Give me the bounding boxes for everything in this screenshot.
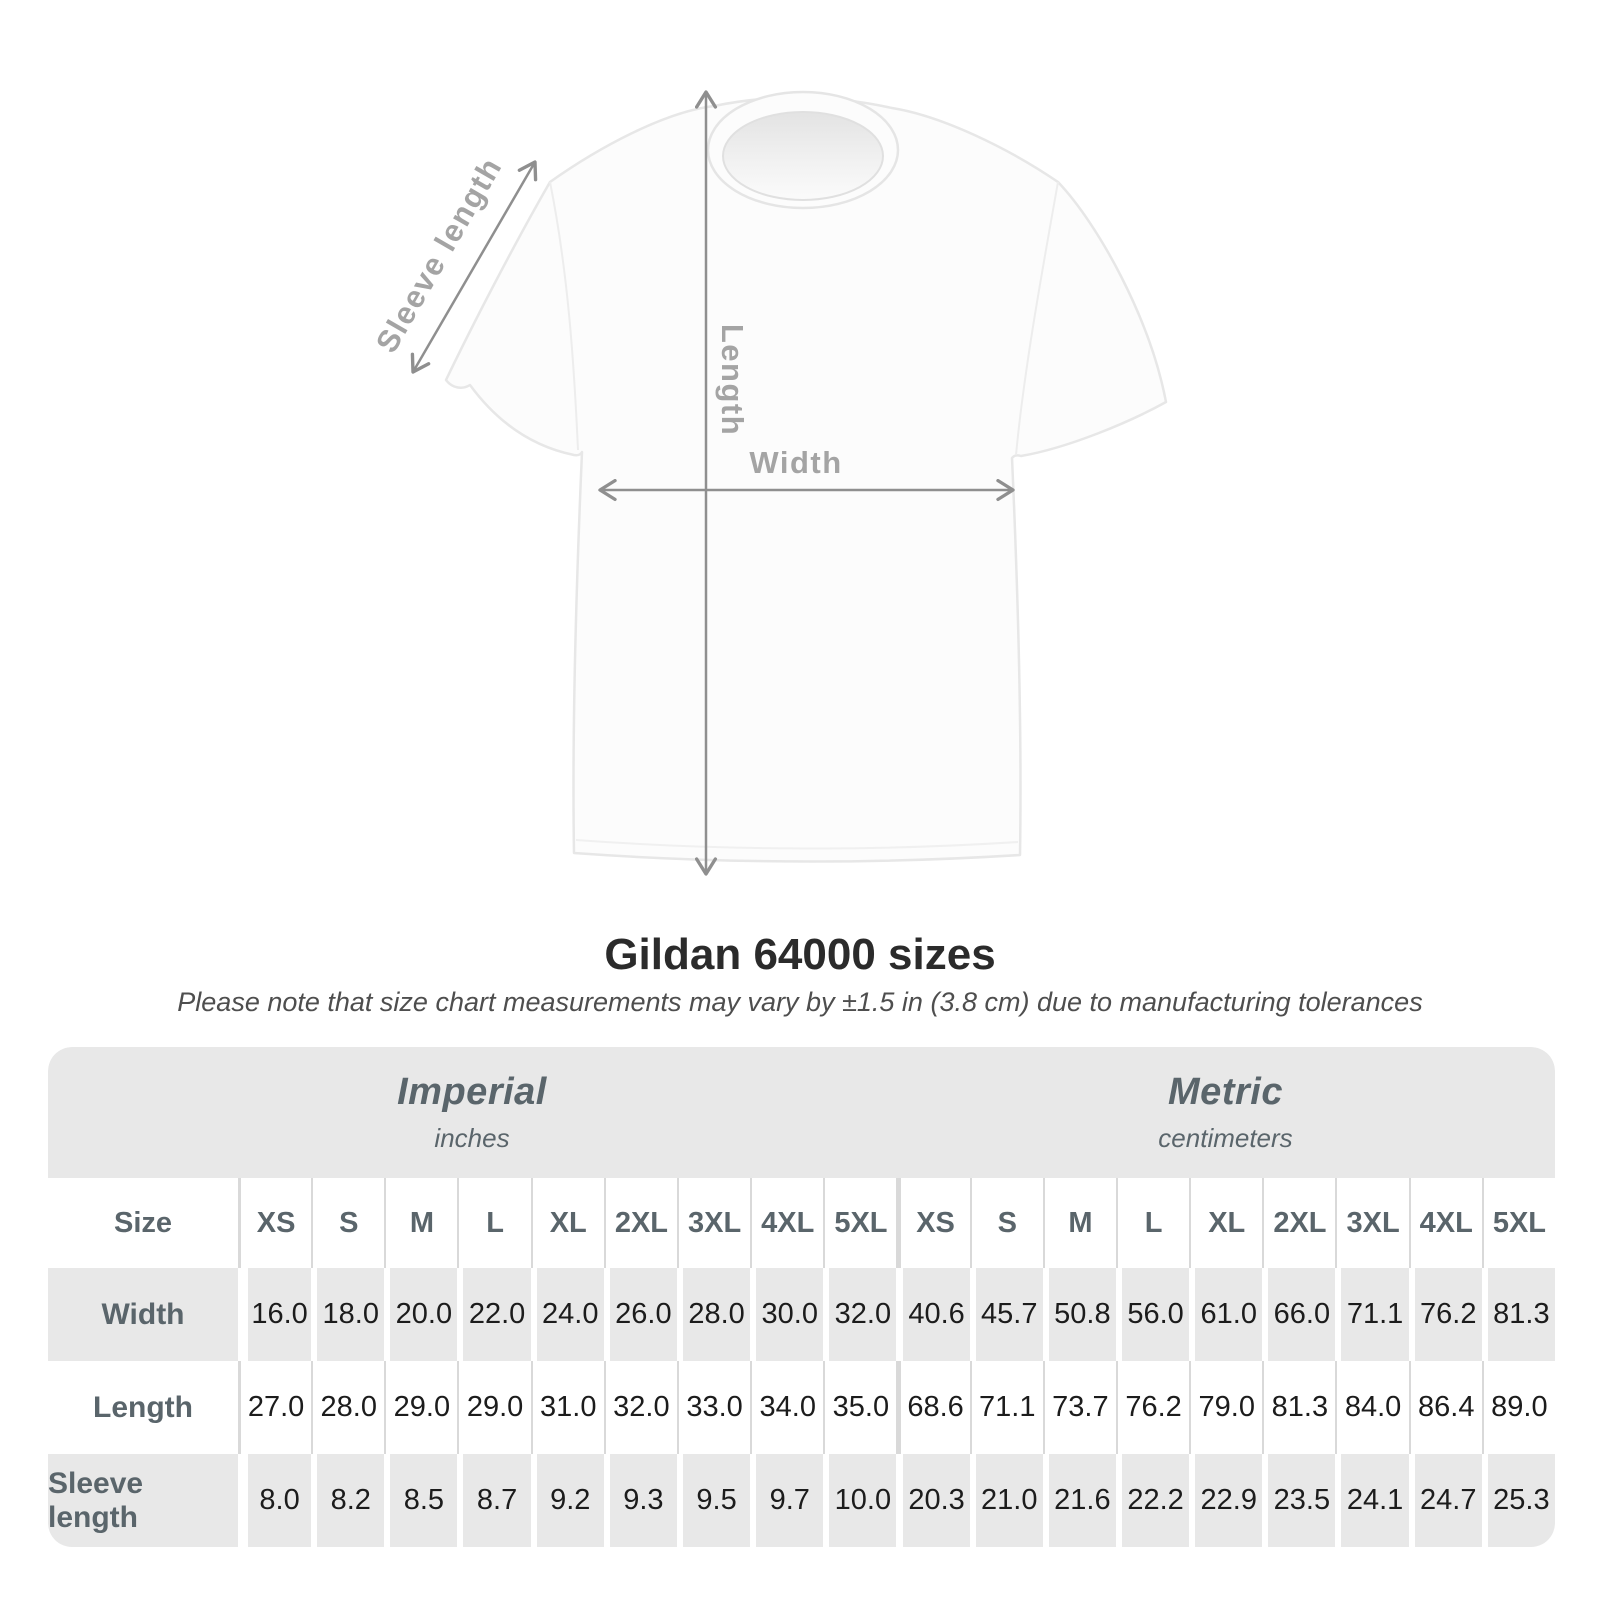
imperial-size-header: S bbox=[311, 1178, 384, 1268]
metric-value: 89.0 bbox=[1482, 1361, 1555, 1454]
imperial-value: 31.0 bbox=[531, 1361, 604, 1454]
imperial-title: Imperial bbox=[397, 1071, 547, 1113]
imperial-size-header: L bbox=[457, 1178, 530, 1268]
imperial-value: 8.2 bbox=[311, 1454, 384, 1547]
imperial-value: 28.0 bbox=[677, 1268, 750, 1361]
imperial-value: 32.0 bbox=[823, 1268, 896, 1361]
imperial-value: 29.0 bbox=[384, 1361, 457, 1454]
imperial-section-header bbox=[48, 1047, 896, 1178]
imperial-value: 9.3 bbox=[604, 1454, 677, 1547]
imperial-size-header: 5XL bbox=[823, 1178, 896, 1268]
metric-size-header: XS bbox=[896, 1178, 969, 1268]
metric-value: 66.0 bbox=[1262, 1268, 1335, 1361]
metric-value: 68.6 bbox=[896, 1361, 969, 1454]
imperial-size-header: M bbox=[384, 1178, 457, 1268]
metric-value: 84.0 bbox=[1335, 1361, 1408, 1454]
imperial-value: 16.0 bbox=[238, 1268, 311, 1361]
imperial-value: 18.0 bbox=[311, 1268, 384, 1361]
unit-header-band bbox=[48, 1047, 1555, 1178]
size-corner-header: Size bbox=[48, 1178, 238, 1268]
width-label: Width bbox=[749, 445, 843, 480]
imperial-value: 27.0 bbox=[238, 1361, 311, 1454]
imperial-size-header: 4XL bbox=[750, 1178, 823, 1268]
metric-section-header bbox=[896, 1047, 1555, 1178]
size-grid bbox=[48, 1178, 1555, 1547]
metric-value: 20.3 bbox=[896, 1454, 969, 1547]
metric-value: 24.7 bbox=[1409, 1454, 1482, 1547]
metric-value: 76.2 bbox=[1409, 1268, 1482, 1361]
tolerance-note: Please note that size chart measurements may vary by ±1.5 in (3.8 cm) due to manufacturing tolerances bbox=[177, 987, 1423, 1017]
page-title: Gildan 64000 sizes bbox=[604, 930, 996, 979]
metric-value: 40.6 bbox=[896, 1268, 969, 1361]
metric-value: 86.4 bbox=[1409, 1361, 1482, 1454]
imperial-unit: inches bbox=[434, 1123, 510, 1153]
imperial-value: 20.0 bbox=[384, 1268, 457, 1361]
imperial-value: 30.0 bbox=[750, 1268, 823, 1361]
imperial-value: 9.2 bbox=[531, 1454, 604, 1547]
metric-value: 71.1 bbox=[1335, 1268, 1408, 1361]
metric-size-header: XL bbox=[1189, 1178, 1262, 1268]
metric-value: 22.9 bbox=[1189, 1454, 1262, 1547]
metric-value: 79.0 bbox=[1189, 1361, 1262, 1454]
metric-value: 56.0 bbox=[1116, 1268, 1189, 1361]
metric-value: 21.6 bbox=[1043, 1454, 1116, 1547]
metric-value: 71.1 bbox=[970, 1361, 1043, 1454]
size-table bbox=[48, 1047, 1555, 1547]
imperial-value: 26.0 bbox=[604, 1268, 677, 1361]
imperial-value: 33.0 bbox=[677, 1361, 750, 1454]
imperial-size-header: XL bbox=[531, 1178, 604, 1268]
imperial-value: 9.7 bbox=[750, 1454, 823, 1547]
metric-size-header: 2XL bbox=[1262, 1178, 1335, 1268]
metric-value: 73.7 bbox=[1043, 1361, 1116, 1454]
metric-value: 81.3 bbox=[1482, 1268, 1555, 1361]
metric-title: Metric bbox=[1168, 1071, 1283, 1113]
metric-size-header: 5XL bbox=[1482, 1178, 1555, 1268]
length-label: Length bbox=[715, 323, 750, 437]
metric-value: 24.1 bbox=[1335, 1454, 1408, 1547]
collar-opening bbox=[723, 112, 883, 200]
imperial-value: 28.0 bbox=[311, 1361, 384, 1454]
imperial-value: 32.0 bbox=[604, 1361, 677, 1454]
imperial-value: 29.0 bbox=[457, 1361, 530, 1454]
imperial-value: 24.0 bbox=[531, 1268, 604, 1361]
metric-size-header: S bbox=[970, 1178, 1043, 1268]
imperial-size-header: 2XL bbox=[604, 1178, 677, 1268]
imperial-value: 9.5 bbox=[677, 1454, 750, 1547]
metric-value: 61.0 bbox=[1189, 1268, 1262, 1361]
metric-value: 25.3 bbox=[1482, 1454, 1555, 1547]
metric-size-header: 3XL bbox=[1335, 1178, 1408, 1268]
row-label: Sleeve length bbox=[48, 1454, 238, 1547]
sleeve-length-label: Sleeve length bbox=[368, 151, 509, 359]
imperial-value: 8.0 bbox=[238, 1454, 311, 1547]
imperial-value: 8.5 bbox=[384, 1454, 457, 1547]
imperial-size-header: XS bbox=[238, 1178, 311, 1268]
imperial-value: 35.0 bbox=[823, 1361, 896, 1454]
imperial-value: 34.0 bbox=[750, 1361, 823, 1454]
metric-value: 23.5 bbox=[1262, 1454, 1335, 1547]
row-label: Length bbox=[48, 1361, 238, 1454]
imperial-size-header: 3XL bbox=[677, 1178, 750, 1268]
metric-value: 76.2 bbox=[1116, 1361, 1189, 1454]
metric-unit: centimeters bbox=[1158, 1123, 1293, 1153]
metric-value: 45.7 bbox=[970, 1268, 1043, 1361]
imperial-value: 8.7 bbox=[457, 1454, 530, 1547]
metric-value: 21.0 bbox=[970, 1454, 1043, 1547]
row-label: Width bbox=[48, 1268, 238, 1361]
metric-value: 22.2 bbox=[1116, 1454, 1189, 1547]
metric-value: 50.8 bbox=[1043, 1268, 1116, 1361]
imperial-value: 10.0 bbox=[823, 1454, 896, 1547]
imperial-value: 22.0 bbox=[457, 1268, 530, 1361]
metric-value: 81.3 bbox=[1262, 1361, 1335, 1454]
metric-size-header: 4XL bbox=[1409, 1178, 1482, 1268]
metric-size-header: L bbox=[1116, 1178, 1189, 1268]
metric-size-header: M bbox=[1043, 1178, 1116, 1268]
